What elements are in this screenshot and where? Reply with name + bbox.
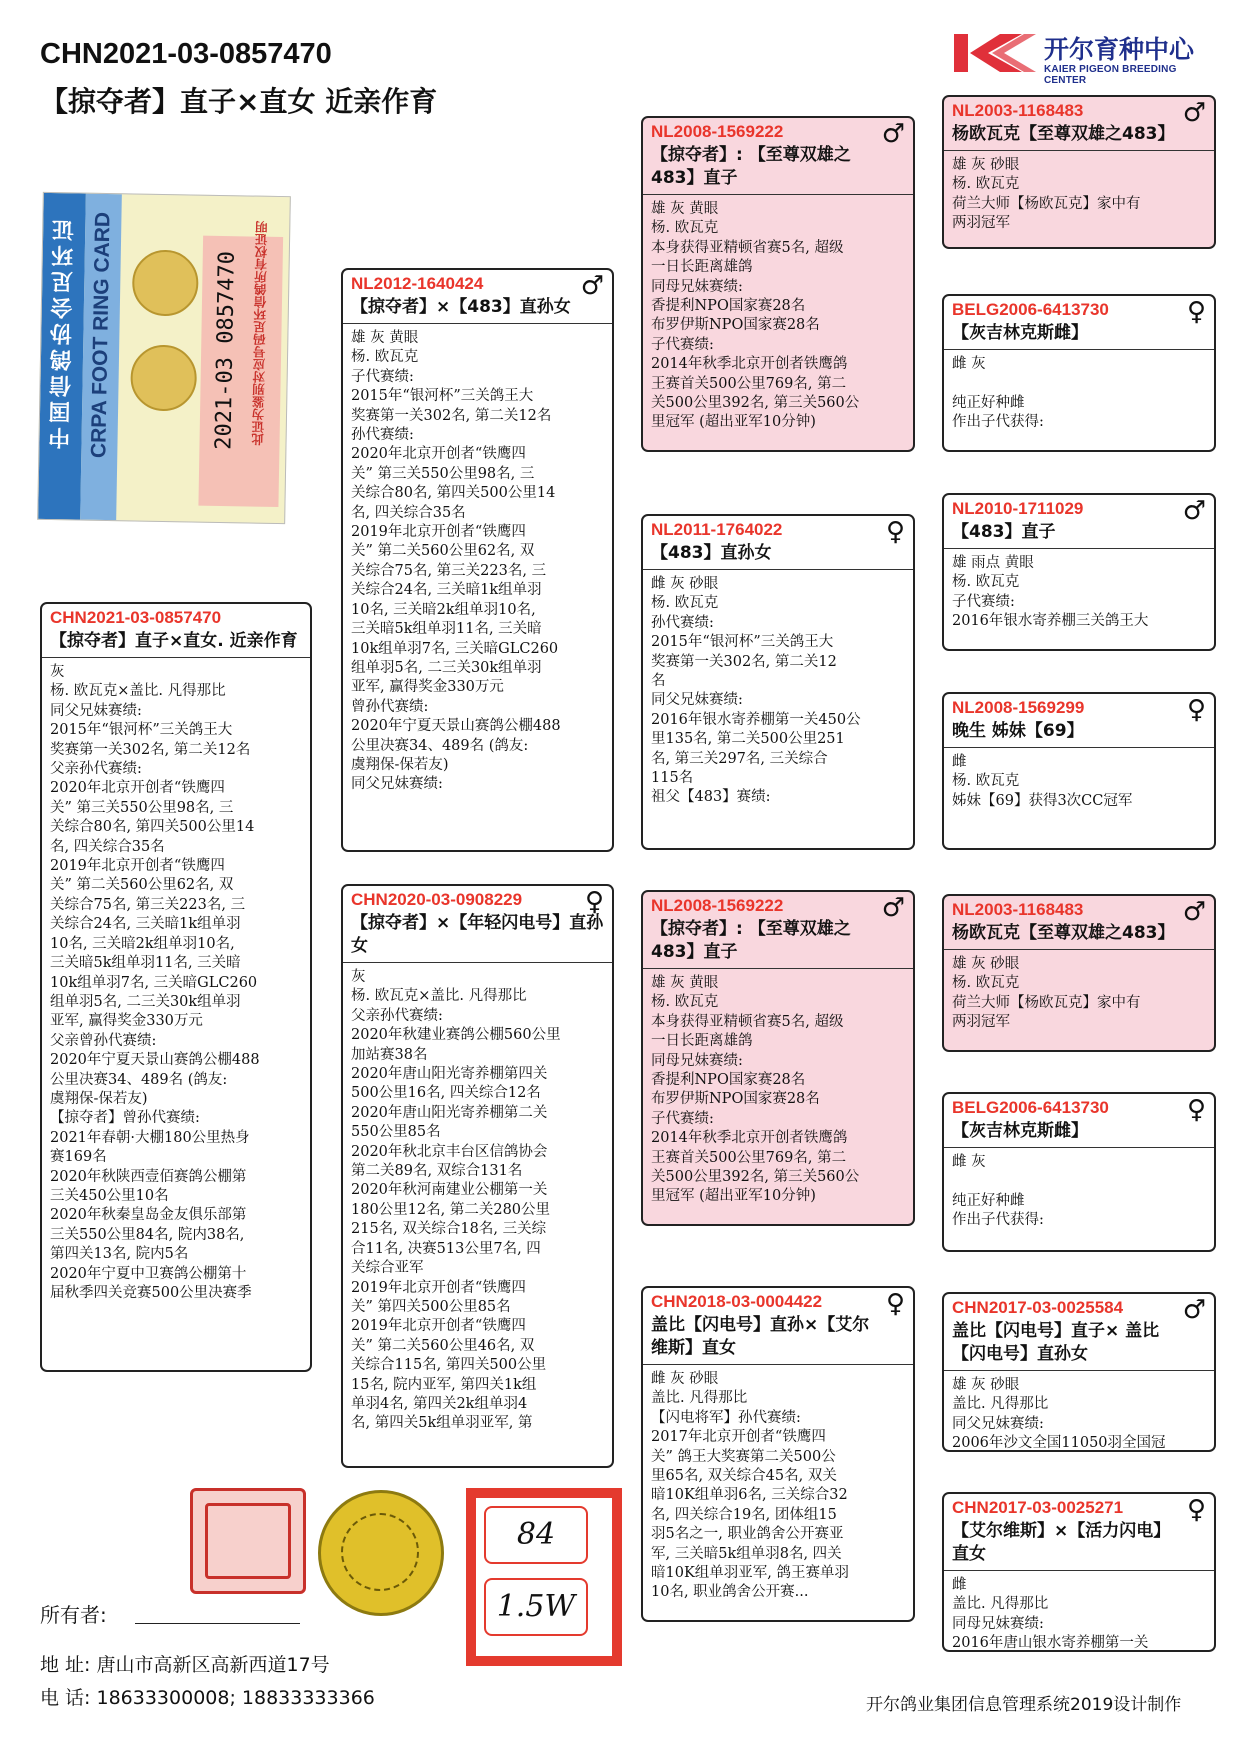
detail-line: 雌 灰 (952, 356, 986, 372)
detail-line: 香提利NPO国家赛28名 (651, 1072, 806, 1089)
detail-line: 【闪电将军】孙代赛绩: (651, 1409, 801, 1426)
detail-line: 灰 (351, 969, 366, 985)
detail-line: 2019年北京开创者“铁鹰四 (351, 1279, 526, 1296)
sire-card (341, 268, 614, 852)
ds-sire-ring: NL2003-1168483 (952, 900, 1084, 919)
dam-sire-card (641, 890, 915, 1226)
dd-sire-details (944, 1371, 1214, 1452)
detail-line: 名, 四关综合35名 (351, 504, 466, 521)
detail-line: 杨. 欧瓦克 (651, 220, 719, 237)
detail-line: 同父兄妹赛绩: (351, 776, 443, 793)
detail-line: 里135名, 第二关500公里251 (651, 731, 845, 748)
detail-line: 2014年秋季北京开创者铁鹰鸽 (651, 1130, 848, 1147)
detail-line: 215名, 双关综合18名, 三关综 (351, 1221, 547, 1238)
detail-line: 2016年银水寄养棚三关鸽王大 (952, 613, 1149, 630)
detail-line: 荷兰大师【杨欧瓦克】家中有 (952, 994, 1141, 1011)
detail-line: 2020年秋建业赛鸽公棚560公里 (351, 1027, 561, 1044)
detail-line (952, 374, 1206, 393)
sire-sire-ring: NL2008-1569222 (651, 122, 784, 141)
female-icon: ♀ (1186, 1095, 1206, 1125)
detail-line: 名 (651, 673, 666, 690)
ring-card-assoc-cn: 中国信鸽协会足环证 (48, 215, 78, 450)
detail-line: 同母兄妹赛绩: (952, 1615, 1044, 1632)
detail-line: 关综合115名, 第四关500公里 (351, 1357, 547, 1374)
detail-line: 布罗伊斯NPO国家赛28名 (651, 1091, 820, 1108)
dam-ring: CHN2020-03-0908229 (351, 890, 523, 909)
dam-name: 【掠夺者】×【年轻闪电号】直孙女 (351, 913, 604, 956)
ring-card-note: 此证为鉴别对应号码足环信鸽所有权证明 (250, 220, 270, 446)
detail-line: 一日长距离雄鸽 (651, 259, 753, 276)
detail-line: 羽5名之一, 职业鸽舍公开赛亚 (651, 1526, 844, 1543)
detail-line: 关” 第三关550公里98名, 三 (351, 465, 535, 482)
detail-line: 2015年“银河杯”三关鸽王大 (50, 722, 233, 739)
detail-line: 第四关13名, 院内5名 (50, 1246, 189, 1263)
detail-line: 子代赛绩: (952, 593, 1015, 610)
price-value: 1.5W (484, 1578, 588, 1636)
detail-line: 同父兄妹赛绩: (50, 702, 142, 719)
detail-line: 名, 第四关5k组单羽亚军, 第 (351, 1415, 533, 1432)
sd-dam-card (942, 692, 1216, 850)
detail-line: 子代赛绩: (651, 1110, 714, 1127)
detail-line: 虞翔保-保若友) (50, 1090, 148, 1107)
foot-ring-card (37, 192, 291, 524)
detail-line: 关综合80名, 第四关500公里14 (351, 485, 556, 502)
detail-line: 550公里85名 (351, 1124, 441, 1141)
detail-line: 盖比. 凡得那比 (952, 1396, 1049, 1413)
dd-sire-ring: CHN2017-03-0025584 (952, 1298, 1124, 1317)
detail-line: 暗10K组单羽亚军, 鸽王赛单羽 (651, 1565, 850, 1582)
detail-line: 雄 灰 黄眼 (351, 330, 419, 346)
detail-line: 2020年唐山阳光寄养棚第四关 (351, 1066, 548, 1083)
kaier-logo-icon (952, 30, 1038, 76)
dd-sire-card (942, 1292, 1216, 1452)
detail-line: 本身获得亚精顿省赛5名, 超级 (651, 239, 844, 256)
detail-line: 里冠军 (超出亚军10分钟) (651, 1188, 816, 1205)
detail-line: 2016年唐山银水寄养棚第一关 (952, 1635, 1149, 1652)
male-icon: ♂ (1182, 897, 1206, 927)
dam-details (343, 963, 612, 1439)
detail-line: 关综合80名, 第四关500公里14 (50, 819, 255, 836)
detail-line: 关” 第二关560公里62名, 双 (351, 543, 535, 560)
detail-line: 组单羽5名, 二三关30k组单羽 (351, 659, 542, 676)
female-icon: ♀ (1186, 297, 1206, 327)
detail-line: 一日长距离雄鸽 (651, 1033, 753, 1050)
detail-line: 2020年宁夏中卫赛鸽公棚第十 (50, 1265, 247, 1282)
detail-line: 父亲孙代赛绩: (351, 1007, 443, 1024)
detail-line: 纯正好种雌 (952, 1192, 1025, 1209)
detail-line: 2006年沙文全国11050羽全国冠 (952, 1435, 1166, 1452)
detail-line: 单羽4名, 第四关2k组单羽4 (351, 1395, 528, 1412)
detail-line: 雄 灰 砂眼 (952, 956, 1020, 972)
dam-dam-details (643, 1365, 913, 1608)
ss-sire-name: 杨欧瓦克【至尊双雄之483】 (952, 124, 1175, 144)
detail-line: 奖赛第一关302名, 第二关12 (651, 653, 837, 670)
detail-line: 两羽冠军 (952, 1014, 1010, 1031)
detail-line: 盖比. 凡得那比 (952, 1596, 1049, 1613)
detail-line: 父亲曾孙代赛绩: (50, 1032, 157, 1049)
detail-line: 公里决赛34、489名 (鸽友: (50, 1071, 228, 1088)
dam-dam-name: 盖比【闪电号】直孙×【艾尔维斯】直女 (651, 1315, 870, 1358)
sire-dam-ring: NL2011-1764022 (651, 520, 783, 539)
detail-line: 杨. 欧瓦克 (651, 595, 719, 612)
dam-dam-card (641, 1286, 915, 1622)
ss-sire-ring: NL2003-1168483 (952, 101, 1084, 120)
detail-line: 关综合75名, 第三关223名, 三 (50, 896, 246, 913)
detail-line: 三关550公里84名, 院内38名, (50, 1226, 245, 1243)
detail-line: 奖赛第一关302名, 第二关12名 (50, 741, 251, 758)
detail-line: 15名, 院内亚军, 第四关1k组 (351, 1376, 537, 1393)
detail-line: 虞翔保-保若友) (351, 756, 449, 773)
dam-dam-ring: CHN2018-03-0004422 (651, 1292, 823, 1311)
dam-sire-details (643, 969, 913, 1212)
subject-name: 【掠夺者】直子×直女. 近亲作育 (50, 631, 298, 651)
ss-dam-card (942, 294, 1216, 452)
owner-signature-line (135, 1623, 300, 1624)
detail-line: 关” 第四关500公里85名 (351, 1298, 511, 1315)
ds-dam-ring: BELG2006-6413730 (952, 1098, 1109, 1117)
detail-line: 2020年秋陕西壹佰赛鸽公棚第 (50, 1168, 247, 1185)
detail-line: 合11名, 决赛513公里7名, 四 (351, 1240, 541, 1257)
male-icon: ♂ (1182, 1295, 1206, 1325)
detail-line: 奖赛第一关302名, 第二关12名 (351, 407, 552, 424)
association-seal-icon (132, 249, 199, 316)
sire-dam-card (641, 514, 915, 850)
sire-sire-details (643, 195, 913, 438)
detail-line: 2020年秋河南建业公棚第一关 (351, 1182, 548, 1199)
ring-card-number: 2021-03 0857470 (211, 250, 240, 450)
logo-chinese-text: 开尔育种中心 (1044, 35, 1195, 64)
detail-line: 2019年北京开创者“铁鹰四 (351, 524, 526, 541)
ss-dam-name: 【灰吉林克斯雌】 (952, 323, 1088, 343)
detail-line: 杨. 欧瓦克 (952, 975, 1020, 992)
footer-credit: 开尔鸽业集团信息管理系统2019设计制作 (866, 1695, 1182, 1715)
brand-logo (952, 28, 1217, 86)
detail-line: 雌 (952, 754, 967, 770)
detail-line: 三关暗5k组单羽11名, 三关暗 (50, 955, 241, 972)
dd-dam-details (944, 1571, 1214, 1652)
detail-line: 杨. 欧瓦克 (351, 349, 419, 366)
detail-line: 布罗伊斯NPO国家赛28名 (651, 317, 820, 334)
detail-line: 关综合24名, 三关暗1k组单羽 (351, 582, 542, 599)
address: 地 址: 唐山市高新区高新西道17号 (40, 1654, 330, 1676)
subject-card (40, 602, 312, 1372)
detail-line: 2017年北京开创者“铁鹰四 (651, 1429, 826, 1446)
detail-line: 王赛首关500公里769名, 第二 (651, 375, 847, 392)
price-tag (466, 1488, 622, 1666)
detail-line: 雄 灰 黄眼 (651, 975, 719, 991)
detail-line: 姊妹【69】获得3次CC冠军 (952, 792, 1133, 809)
dam-sire-name: 【掠夺者】: 【至尊双雄之483】直子 (651, 919, 851, 962)
detail-line: 灰 (50, 664, 65, 680)
detail-line: 祖父【483】赛绩: (651, 789, 771, 806)
sire-sire-card (641, 116, 915, 452)
detail-line: 本身获得亚精顿省赛5名, 超级 (651, 1013, 844, 1030)
detail-line: 父亲孙代赛绩: (50, 761, 142, 778)
detail-line: 2021年春朝·大棚180公里热身 (50, 1129, 250, 1146)
sd-sire-name: 【483】直子 (952, 522, 1056, 542)
ds-dam-card (942, 1092, 1216, 1252)
detail-line: 暗10K组单羽6名, 三关综合32 (651, 1487, 848, 1504)
detail-line: 2020年宁夏天景山赛鸽公棚488 (50, 1052, 260, 1069)
detail-line: 名, 第三关297名, 三关综合 (651, 750, 828, 767)
sd-sire-card (942, 493, 1216, 651)
detail-line: 杨. 欧瓦克 (952, 773, 1020, 790)
detail-line: 同母兄妹赛绩: (651, 278, 743, 295)
sire-sire-name: 【掠夺者】: 【至尊双雄之483】直子 (651, 145, 851, 188)
detail-line: 亚军, 赢得奖金330万元 (351, 679, 504, 696)
detail-line: 子代赛绩: (651, 336, 714, 353)
red-seal-stamp-icon (190, 1488, 306, 1594)
detail-line: 雄 灰 砂眼 (952, 1377, 1020, 1393)
subject-ring: CHN2021-03-0857470 (50, 608, 222, 627)
detail-line: 里冠军 (超出亚军10分钟) (651, 414, 816, 431)
detail-line: 曾孙代赛绩: (351, 698, 429, 715)
detail-line: 名, 四关综合19名, 团体组15 (651, 1506, 837, 1523)
detail-line: 香提利NPO国家赛28名 (651, 298, 806, 315)
female-icon: ♀ (885, 517, 905, 547)
male-icon: ♂ (1182, 98, 1206, 128)
detail-line: 名, 四关综合35名 (50, 838, 165, 855)
detail-line: 同父兄妹赛绩: (651, 692, 743, 709)
logo-english-text: KAIER PIGEON BREEDING CENTER (1044, 64, 1177, 86)
ring-card-assoc-en: CRPA FOOT RING CARD (87, 211, 115, 459)
detail-line: 同父兄妹赛绩: (952, 1415, 1044, 1432)
detail-line: 2016年银水寄养棚第一关450公 (651, 711, 861, 728)
ss-sire-card (942, 95, 1216, 249)
detail-line: 作出子代获得: (952, 414, 1044, 431)
detail-line: 加站赛38名 (351, 1046, 428, 1063)
detail-line: 杨. 欧瓦克 (952, 574, 1020, 591)
detail-line: 第二关89名, 双综合131名 (351, 1163, 523, 1180)
sire-details (343, 324, 612, 800)
detail-line: 三关暗5k组单羽11名, 三关暗 (351, 621, 542, 638)
detail-line: 盖比. 凡得那比 (651, 1390, 748, 1407)
ss-dam-ring: BELG2006-6413730 (952, 300, 1109, 319)
sd-dam-name: 晚生 姊妹【69】 (952, 721, 1084, 741)
detail-line: 组单羽5名, 二三关30k组单羽 (50, 993, 241, 1010)
detail-line: 10k组单羽7名, 三关暗GLC260 (351, 640, 559, 657)
detail-line: 届秋季四关竞赛500公里决赛季 (50, 1285, 252, 1301)
female-icon: ♀ (584, 887, 604, 917)
detail-line: 雄 灰 砂眼 (952, 157, 1020, 173)
detail-line: 关500公里392名, 第三关560公 (651, 1169, 860, 1186)
detail-line: 作出子代获得: (952, 1212, 1044, 1229)
detail-line: 杨. 欧瓦克 (651, 994, 719, 1011)
female-icon: ♀ (885, 1289, 905, 1319)
detail-line: 子代赛绩: (351, 368, 414, 385)
detail-line: 2019年北京开创者“铁鹰四 (50, 858, 225, 875)
detail-line: 2015年“银河杯”三关鸽王大 (351, 388, 534, 405)
detail-line: 同母兄妹赛绩: (651, 1052, 743, 1069)
subject-details (42, 658, 310, 1308)
price-code: 84 (484, 1506, 588, 1564)
owner-label: 所有者: (40, 1603, 107, 1627)
detail-line: 2020年北京开创者“铁鹰四 (50, 780, 225, 797)
dd-dam-card (942, 1492, 1216, 1652)
sd-dam-details (944, 748, 1214, 816)
detail-line: 关” 第三关550公里98名, 三 (50, 799, 234, 816)
male-icon: ♂ (1182, 496, 1206, 526)
detail-line: 10名, 三关暗2k组单羽10名, (50, 935, 235, 952)
detail-line: 180公里12名, 第二关280公里 (351, 1201, 551, 1218)
detail-line: 雄 灰 黄眼 (651, 201, 719, 217)
detail-line: 10名, 三关暗2k组单羽10名, (351, 601, 536, 618)
detail-line: 2020年秋秦皇岛金友俱乐部第 (50, 1207, 247, 1224)
detail-line: 关” 鸽王大奖赛第二关500公 (651, 1448, 836, 1465)
detail-line: 2015年“银河杯”三关鸽王大 (651, 634, 834, 651)
pedigree-ring-title: CHN2021-03-0857470 (40, 38, 332, 70)
detail-line: 关” 第二关560公里62名, 双 (50, 877, 234, 894)
detail-line: 孙代赛绩: (351, 427, 414, 444)
detail-line: 杨. 欧瓦克 (952, 176, 1020, 193)
dam-sire-ring: NL2008-1569222 (651, 896, 784, 915)
dam-card (341, 884, 614, 1468)
ss-sire-details (944, 151, 1214, 239)
detail-line: 雌 灰 砂眼 (651, 576, 719, 592)
detail-line: 雌 (952, 1577, 967, 1593)
detail-line: 荷兰大师【杨欧瓦克】家中有 (952, 195, 1141, 212)
detail-line: 2020年唐山阳光寄养棚第二关 (351, 1104, 548, 1121)
detail-line: 杨. 欧瓦克×盖比. 凡得那比 (351, 988, 527, 1005)
detail-line: 亚军, 赢得奖金330万元 (50, 1013, 203, 1030)
dd-dam-ring: CHN2017-03-0025271 (952, 1498, 1124, 1517)
detail-line: 2020年北京开创者“铁鹰四 (351, 446, 526, 463)
sire-dam-details (643, 570, 913, 813)
detail-line: 115名 (651, 770, 694, 787)
female-icon: ♀ (1186, 695, 1206, 725)
detail-line: 10k组单羽7名, 三关暗GLC260 (50, 974, 258, 991)
detail-line: 2014年秋季北京开创者铁鹰鸽 (651, 356, 848, 373)
detail-line: 公里决赛34、489名 (鸽友: (351, 737, 529, 754)
male-icon: ♂ (580, 271, 604, 301)
ds-sire-details (944, 950, 1214, 1038)
detail-line: 赛169名 (50, 1149, 107, 1166)
ds-sire-name: 杨欧瓦克【至尊双雄之483】 (952, 923, 1175, 943)
detail-line: 里65名, 双关综合45名, 双关 (651, 1468, 837, 1485)
detail-line: 杨. 欧瓦克×盖比. 凡得那比 (50, 683, 226, 700)
phone: 电 话: 18633300008; 18833333366 (40, 1687, 375, 1709)
hologram-seal-icon (130, 344, 197, 411)
detail-line: 孙代赛绩: (651, 614, 714, 631)
dd-sire-name: 盖比【闪电号】直子× 盖比【闪电号】直孙女 (952, 1321, 1160, 1364)
detail-line: 关500公里392名, 第三关560公 (651, 395, 860, 412)
dd-dam-name: 【艾尔维斯】×【活力闪电】直女 (952, 1521, 1171, 1564)
detail-line: 三关450公里10名 (50, 1187, 169, 1204)
ds-dam-name: 【灰吉林克斯雌】 (952, 1121, 1088, 1141)
sd-sire-ring: NL2010-1711029 (952, 499, 1084, 518)
sd-sire-details (944, 549, 1214, 637)
ss-dam-details (944, 350, 1214, 438)
detail-line: 雌 灰 砂眼 (651, 1371, 719, 1387)
detail-line: 500公里16名, 四关综合12名 (351, 1085, 541, 1102)
detail-line: 雄 雨点 黄眼 (952, 555, 1034, 571)
sd-dam-ring: NL2008-1569299 (952, 698, 1085, 717)
detail-line: 军, 三关暗5k组单羽8名, 四关 (651, 1545, 842, 1562)
detail-line (952, 1172, 1206, 1191)
detail-line: 10名, 职业鸽舍公开赛... (651, 1584, 809, 1601)
detail-line: 雌 灰 (952, 1154, 986, 1170)
detail-line: 关综合24名, 三关暗1k组单羽 (50, 916, 241, 933)
male-icon: ♂ (881, 119, 905, 149)
detail-line: 王赛首关500公里769名, 第二 (651, 1149, 847, 1166)
pedigree-subtitle: 【掠夺者】直子×直女 近亲作育 (40, 85, 438, 118)
detail-line: 纯正好种雌 (952, 394, 1025, 411)
sire-name: 【掠夺者】×【483】直孙女 (351, 297, 571, 317)
detail-line: 2020年秋北京丰台区信鸽协会 (351, 1143, 548, 1160)
detail-line: 2020年宁夏天景山赛鸽公棚488 (351, 718, 561, 735)
detail-line: 关综合亚军 (351, 1260, 424, 1277)
ds-dam-details (944, 1148, 1214, 1236)
detail-line: 【掠夺者】曾孙代赛绩: (50, 1110, 200, 1127)
gold-hologram-seal-icon (318, 1490, 444, 1616)
ds-sire-card (942, 894, 1216, 1052)
sire-ring: NL2012-1640424 (351, 274, 484, 293)
sire-dam-name: 【483】直孙女 (651, 543, 772, 563)
female-icon: ♀ (1186, 1495, 1206, 1525)
detail-line: 关综合75名, 第三关223名, 三 (351, 562, 547, 579)
detail-line: 两羽冠军 (952, 215, 1010, 232)
detail-line: 关” 第二关560公里46名, 双 (351, 1337, 535, 1354)
male-icon: ♂ (881, 893, 905, 923)
detail-line: 2019年北京开创者“铁鹰四 (351, 1318, 526, 1335)
